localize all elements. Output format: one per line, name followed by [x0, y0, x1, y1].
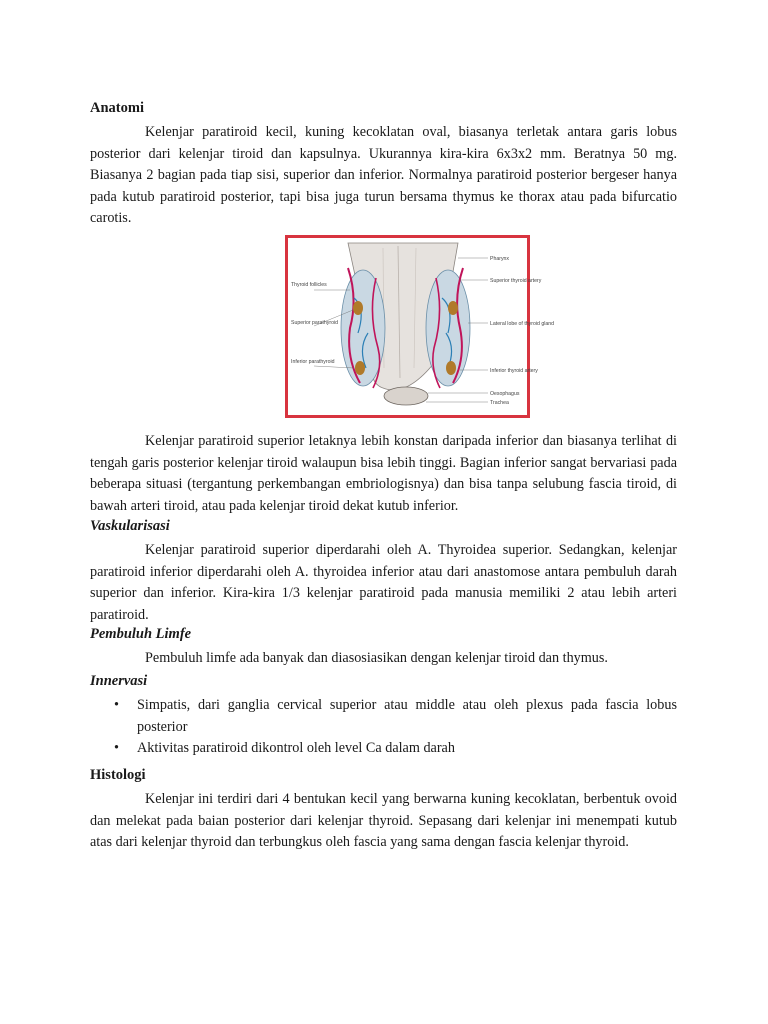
paragraph-anatomi-2: Kelenjar paratiroid superior letaknya lebih konstan daripada inferior dan biasanya terlihat di tengah garis posterior kelenjar tiroid walaupun bisa lebih tinggi. Bagian inferior sangat bervariasi pada beberapa situasi (tergantung perkembangan embriologisnya) dan bisa tanpa selubung fascia tiroid, di bawah arteri tiroid, atau pada kelenjar tiroid dekat kutub inferior. — [90, 433, 677, 514]
bullet-icon: • — [114, 697, 119, 713]
parathyroid-anatomy-figure — [285, 235, 555, 418]
label-superior-thyroid-artery: Superior thyroid artery — [490, 278, 542, 284]
superior-parathyroid-left — [353, 301, 363, 315]
label-trachea: Trachea — [490, 400, 509, 406]
heading-histologi: Histologi — [90, 767, 146, 783]
list-item — [90, 695, 677, 738]
inferior-parathyroid-right — [446, 361, 456, 375]
label-lateral-lobe: Lateral lobe of thyroid gland — [490, 321, 555, 327]
label-pharynx: Pharynx — [490, 256, 510, 262]
heading-vaskularisasi: Vaskularisasi — [90, 518, 170, 534]
label-thyroid-follicles: Thyroid follicles — [291, 282, 327, 288]
innervasi-list — [90, 695, 677, 760]
label-inferior-parathyroid: Inferior parathyroid — [291, 359, 335, 365]
heading-anatomi: Anatomi — [90, 100, 144, 116]
trachea-shape — [384, 387, 428, 405]
list-item-text: Simpatis, dari ganglia cervical superior atau middle atau oleh plexus pada fascia lobus posterior — [137, 697, 677, 735]
label-superior-parathyroid: Superior parathyroid — [291, 320, 339, 326]
paragraph-pembuluh-limfe: Pembuluh limfe ada banyak dan diasosiasikan dengan kelenjar tiroid dan thymus. — [145, 650, 608, 666]
list-item — [90, 738, 677, 760]
paragraph-vaskularisasi: Kelenjar paratiroid superior diperdarahi oleh A. Thyroidea superior. Sedangkan, kelenjar paratiroid inferior diperdarahi oleh A. thyroidea inferior atau dari anastomose antara pembuluh darah superior dan inferior. Kira-kira 1/3 kelenjar paratiroid pada manusia memiliki 2 atau lebih arteri paratiroid. — [90, 542, 677, 623]
paragraph-histologi: Kelenjar ini terdiri dari 4 bentukan kecil yang berwarna kuning kecoklatan, berbentuk ovoid dan melekat pada baian posterior dari kelenjar thyroid. Sepasang dari kelenjar ini menempati kutub atas dari kelenjar thyroid dan terbungkus oleh fascia yang sama dengan fascia kelenjar thyroid. — [90, 791, 677, 851]
paragraph-anatomi-1: Kelenjar paratiroid kecil, kuning kecoklatan oval, biasanya terletak antara garis lobus posterior dari kelenjar tiroid dan kapsulnya. Ukurannya kira-kira 6x3x2 mm. Beratnya 50 mg. Biasanya 2 bagian pada tiap sisi, superior dan inferior. Normalnya paratiroid posterior bergeser hanya pada kutub paratiroid posterior, tapi bisa juga turun bersama thymus ke thorax atau pada bifurcatio carotis. — [90, 124, 677, 227]
inferior-parathyroid-left — [355, 361, 365, 375]
label-oesophagus: Oesophagus — [490, 391, 520, 397]
bullet-icon: • — [114, 740, 119, 757]
label-inferior-thyroid-artery: Inferior thyroid artery — [490, 368, 538, 374]
list-item-text: Aktivitas paratiroid dikontrol oleh level Ca dalam darah — [137, 740, 455, 757]
superior-parathyroid-right — [448, 301, 458, 315]
heading-innervasi: Innervasi — [90, 673, 148, 689]
heading-pembuluh-limfe: Pembuluh Limfe — [90, 626, 192, 642]
parathyroid-illustration — [288, 238, 555, 415]
